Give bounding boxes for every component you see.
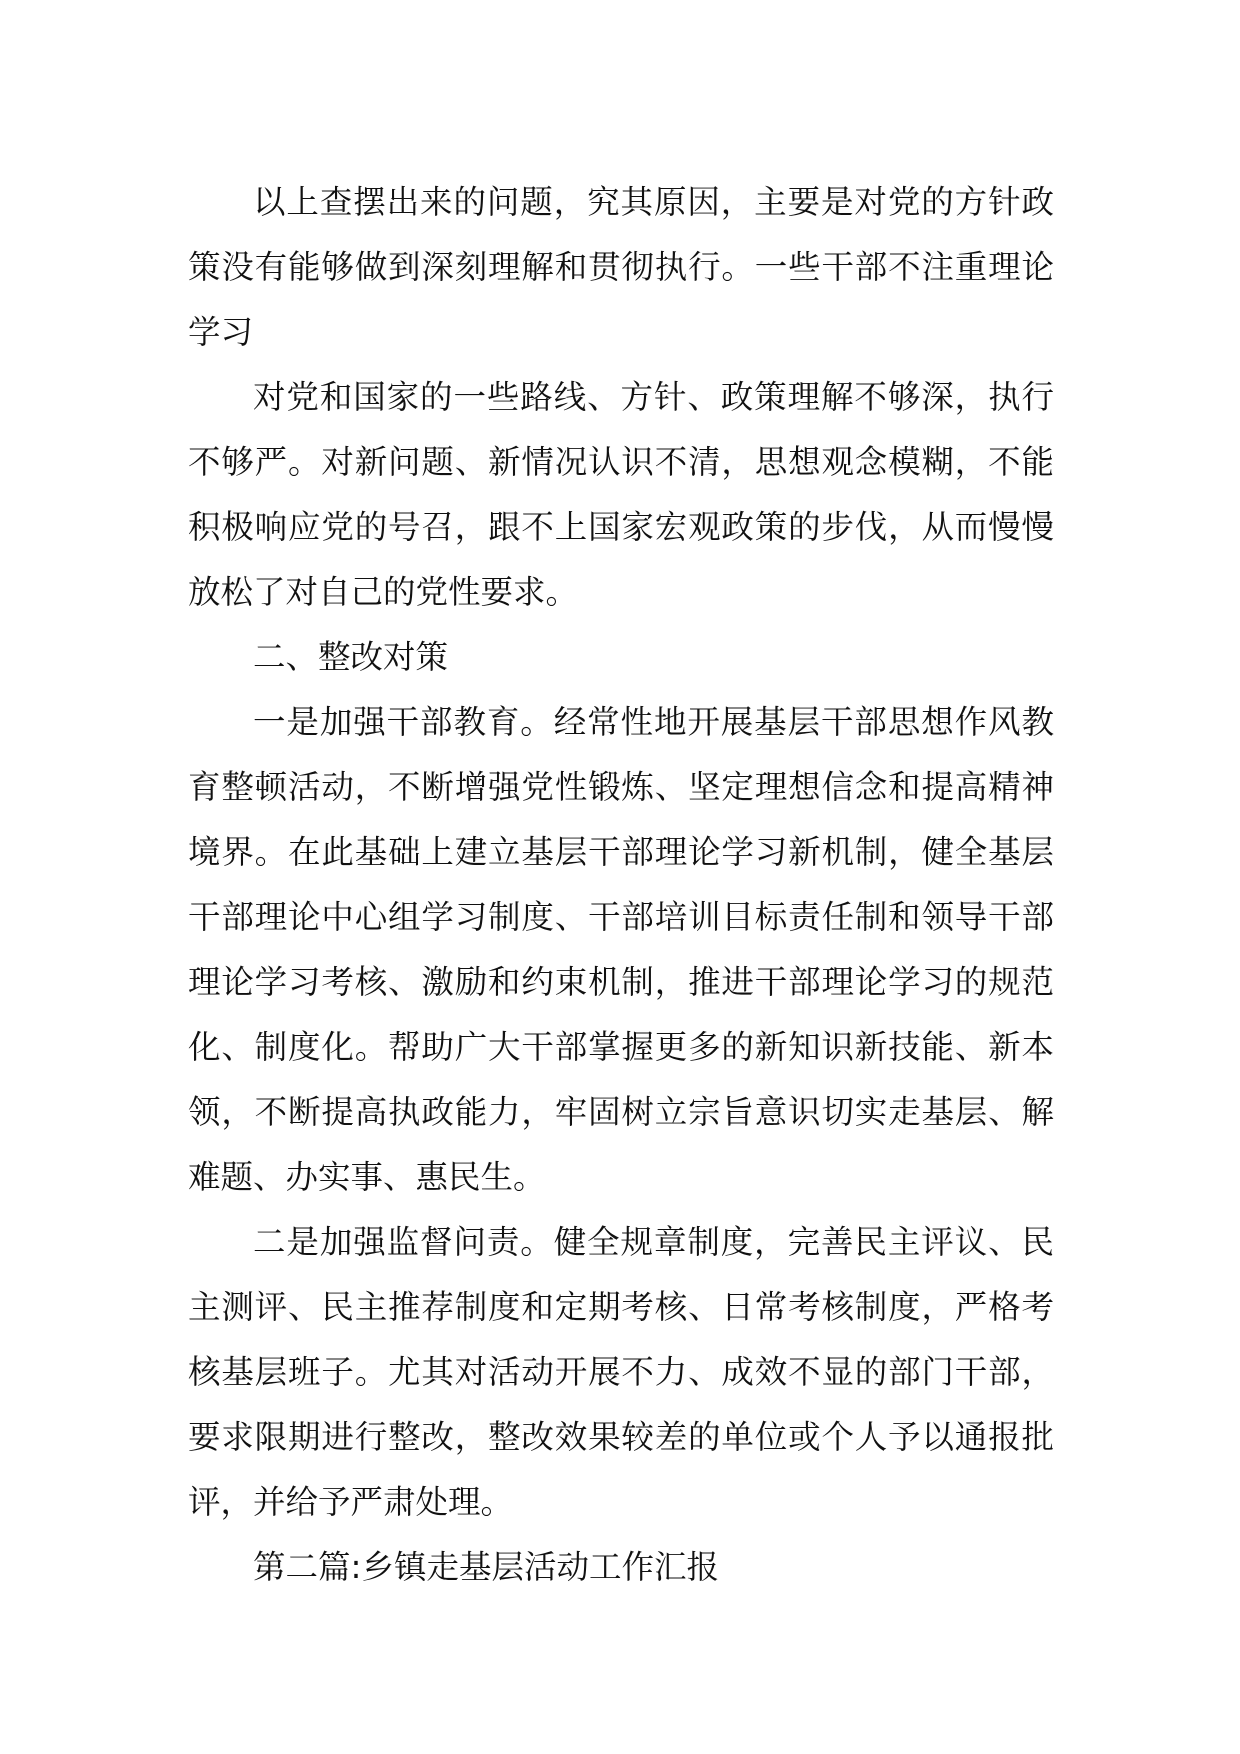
paragraph-measure-one: 一是加强干部教育。经常性地开展基层干部思想作风教育整顿活动，不断增强党性锻炼、坚定理想信念和提高精神境界。在此基础上建立基层干部理论学习新机制，健全基层干部理论中心组学习制度、干部培训目标责任制和领导干部理论学习考核、激励和约束机制，推进干部理论学习的规范化、制度化。帮助广大干部掌握更多的新知识新技能、新本领，不断提高执政能力，牢固树立宗旨意识切实走基层、解难题、办实事、惠民生。 (188, 703, 1054, 1196)
document-body (188, 170, 1054, 1600)
section-heading: 二、整改对策 (253, 638, 449, 676)
paragraph-measure-two: 二是加强监督问责。健全规章制度，完善民主评议、民主测评、民主推荐制度和定期考核、日常考核制度，严格考核基层班子。尤其对活动开展不力、成效不显的部门干部，要求限期进行整改，整改效果较差的单位或个人予以通报批评，并给予严肃处理。 (188, 1223, 1054, 1521)
second-article-title: 第二篇:乡镇走基层活动工作汇报 (253, 1548, 719, 1586)
paragraph-cause-analysis: 以上查摆出来的问题，究其原因，主要是对党的方针政策没有能够做到深刻理解和贯彻执行。一些干部不注重理论学习 (188, 183, 1054, 351)
paragraph-policy-understanding: 对党和国家的一些路线、方针、政策理解不够深，执行不够严。对新问题、新情况认识不清，思想观念模糊，不能积极响应党的号召，跟不上国家宏观政策的步伐，从而慢慢放松了对自己的党性要求。 (188, 378, 1054, 611)
